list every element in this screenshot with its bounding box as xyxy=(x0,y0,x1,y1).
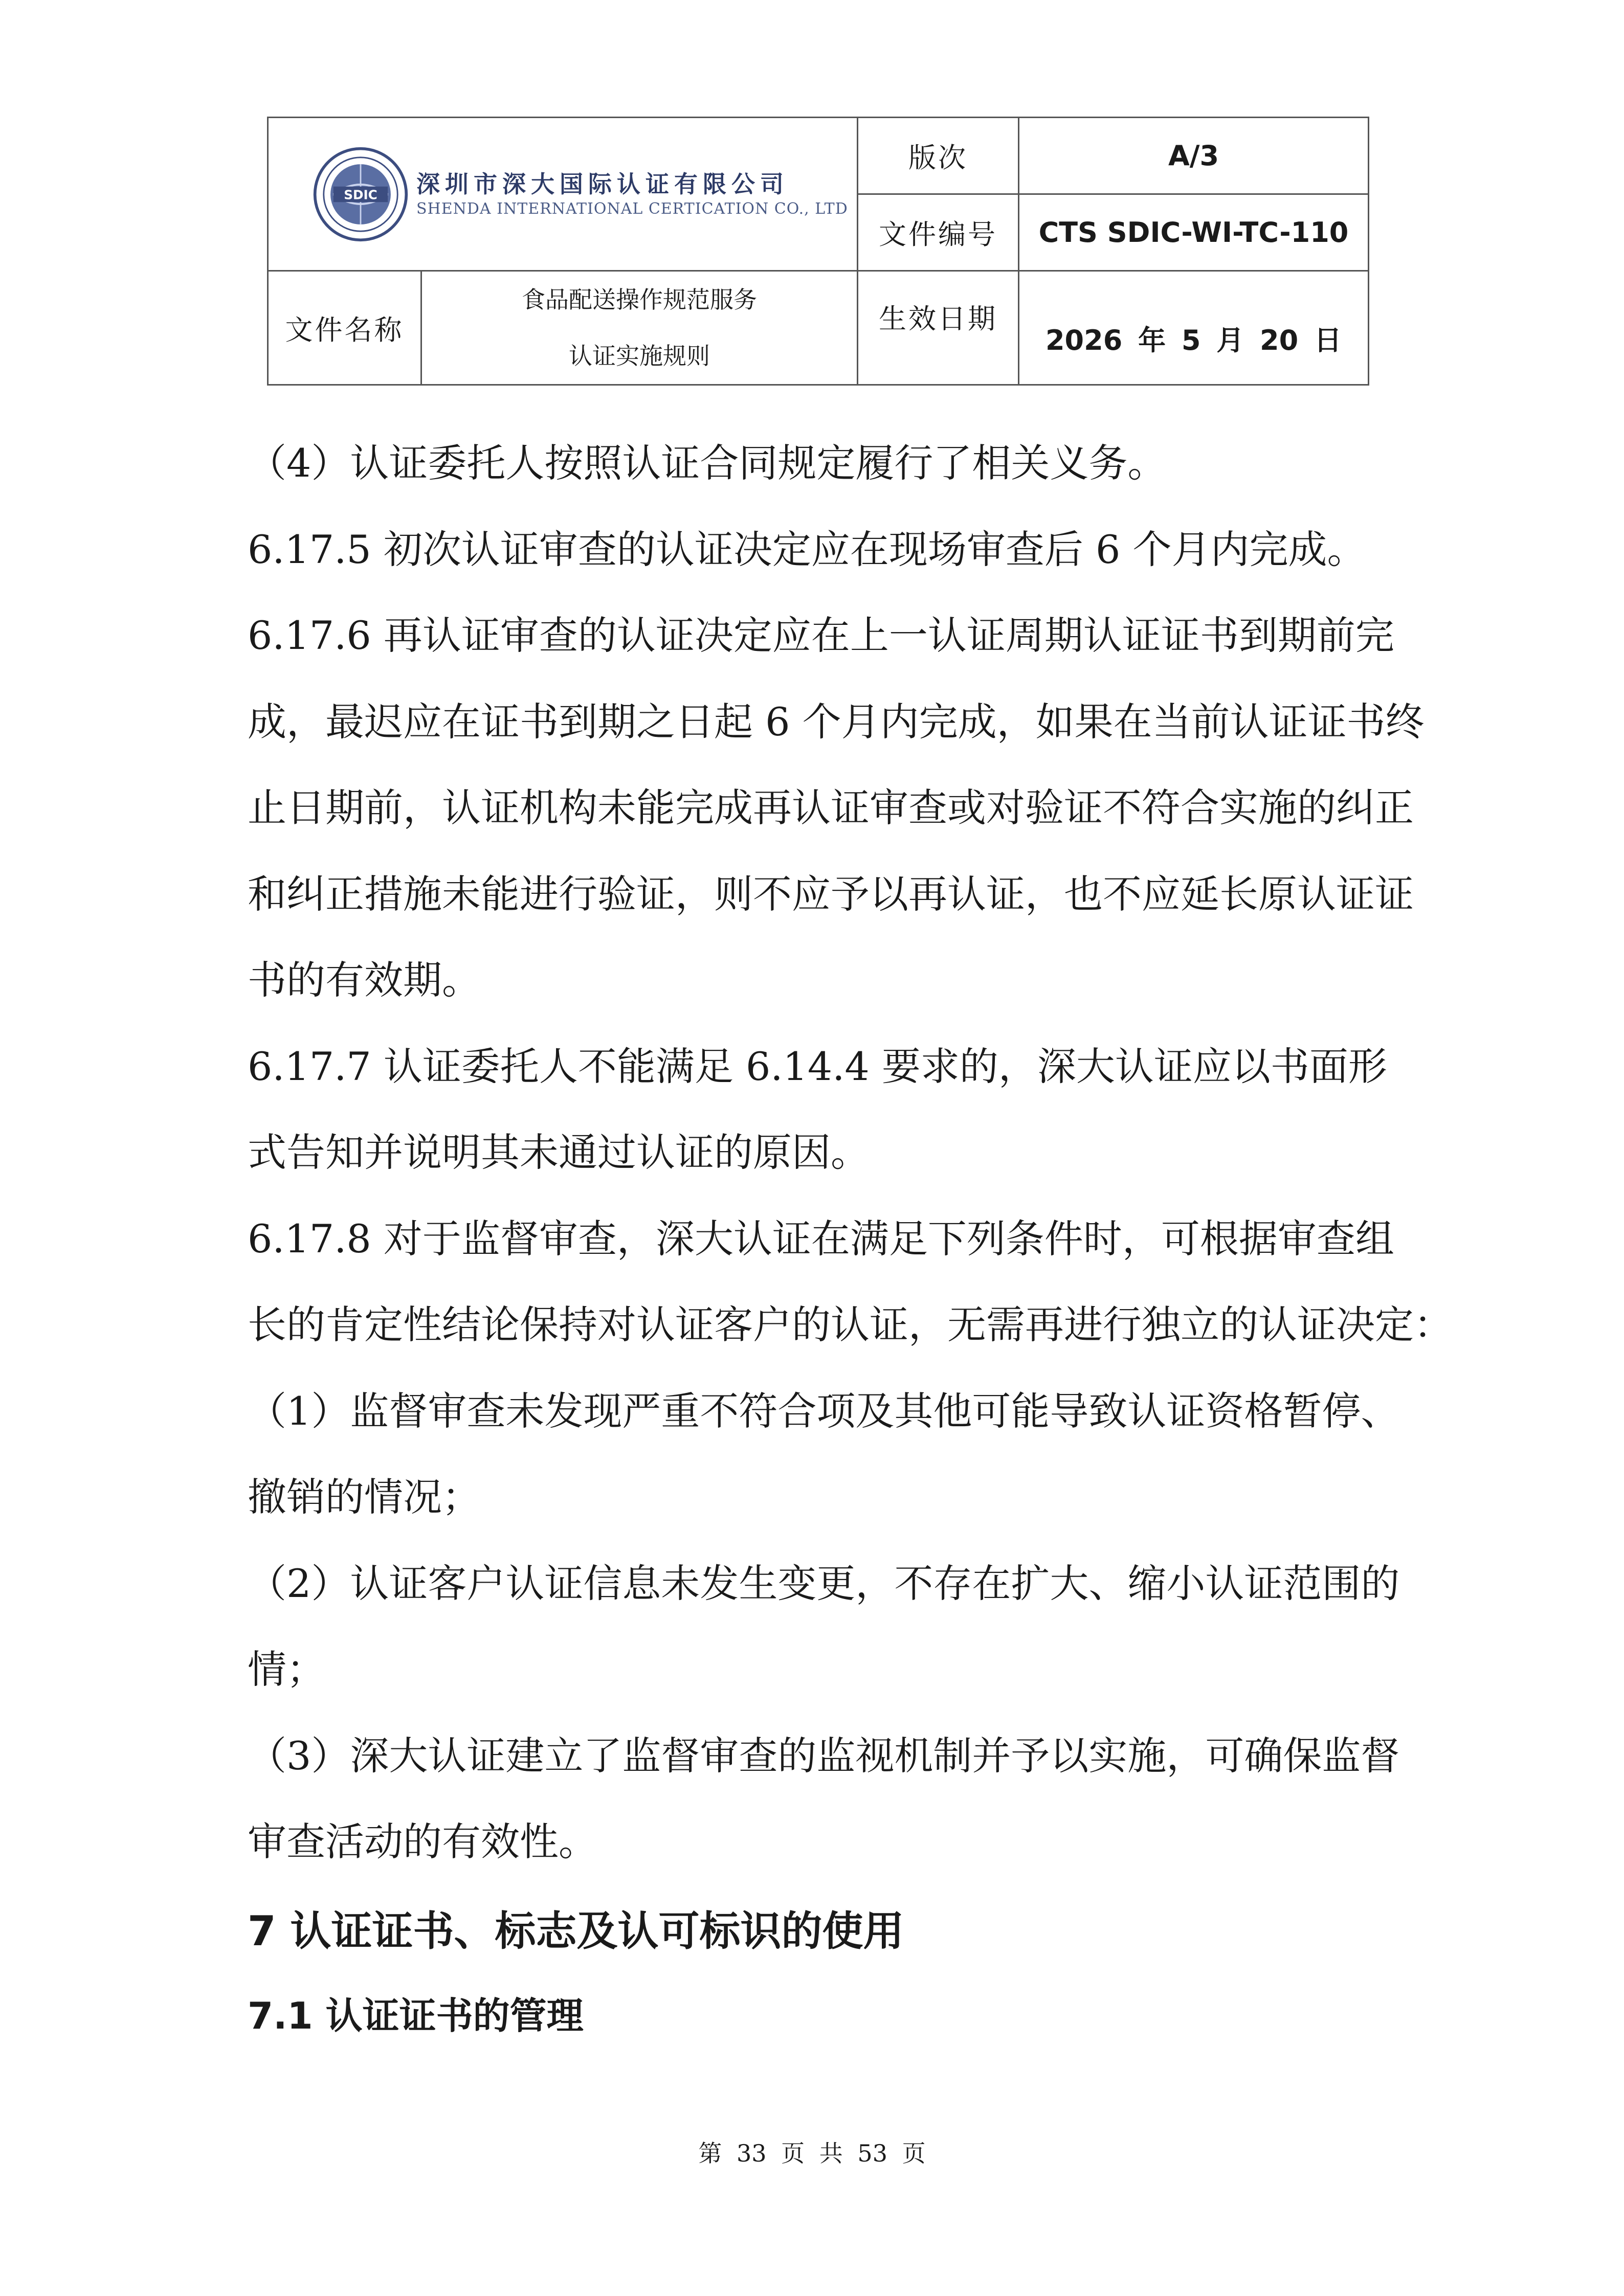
body-line: 审查活动的有效性。 xyxy=(248,1819,597,1864)
company-seal-icon xyxy=(312,146,409,243)
company-name-cn: 深圳市深大国际认证有限公司 xyxy=(416,170,789,198)
doc-name-value xyxy=(421,271,858,385)
body-line: 6.17.5 初次认证审查的认证决定应在现场审查后 6 个月内完成。 xyxy=(248,526,1366,572)
doc-number-value: CTS SDIC-WI-TC-110 xyxy=(1019,194,1369,271)
subsection-heading: 7.1 认证证书的管理 xyxy=(248,1994,584,2037)
body-line: （1）监督审查未发现严重不符合项及其他可能导致认证资格暂停、 xyxy=(248,1388,1400,1434)
logo-text: SDIC xyxy=(344,187,377,202)
document-body xyxy=(248,420,1453,2054)
effective-date-value: 2026 年 5 月 20 日 xyxy=(1019,271,1369,385)
body-line: 6.17.8 对于监督审查，深大认证在满足下列条件时，可根据审查组 xyxy=(248,1215,1394,1262)
body-line: 撤销的情况； xyxy=(248,1474,481,1520)
body-line: 书的有效期。 xyxy=(248,957,481,1003)
body-line: 止日期前，认证机构未能完成再认证审查或对验证不符合实施的纠正 xyxy=(248,785,1414,830)
doc-name-line-2: 认证实施规则 xyxy=(569,342,710,370)
body-line: 6.17.7 认证委托人不能满足 6.14.4 要求的，深大认证应以书面形 xyxy=(248,1043,1387,1089)
doc-name-label: 文件名称 xyxy=(268,271,421,385)
body-line: 式告知并说明其未通过认证的原因。 xyxy=(248,1130,870,1175)
version-value: A/3 xyxy=(1019,118,1369,194)
body-line: 情； xyxy=(248,1647,325,1692)
effective-date-label: 生效日期 xyxy=(858,271,1019,385)
page-footer: 第 33 页 共 53 页 xyxy=(698,2140,926,2167)
body-line: （4）认证委托人按照认证合同规定履行了相关义务。 xyxy=(248,440,1167,486)
doc-name-line-1: 食品配送操作规范服务 xyxy=(522,286,757,313)
body-line: （3）深大认证建立了监督审查的监视机制并予以实施，可确保监督 xyxy=(248,1732,1400,1779)
body-line: 和纠正措施未能进行验证，则不应予以再认证，也不应延长原认证证 xyxy=(248,871,1414,917)
document-header-table xyxy=(267,117,1369,386)
doc-number-label: 文件编号 xyxy=(858,194,1019,271)
company-logo-cell xyxy=(268,118,858,271)
body-line: 6.17.6 再认证审查的认证决定应在上一认证周期认证证书到期前完 xyxy=(248,613,1394,658)
body-line: 长的肯定性结论保持对认证客户的认证，无需再进行独立的认证决定： xyxy=(248,1302,1453,1347)
version-label: 版次 xyxy=(858,118,1019,194)
company-name-en: SHENDA INTERNATIONAL CERTICATION CO., LTD xyxy=(416,199,848,218)
body-line: （2）认证客户认证信息未发生变更，不存在扩大、缩小认证范围的 xyxy=(248,1560,1400,1606)
body-line: 成，最迟应在证书到期之日起 6 个月内完成，如果在当前认证证书终 xyxy=(248,699,1425,745)
section-heading: 7 认证证书、标志及认可标识的使用 xyxy=(248,1907,904,1955)
